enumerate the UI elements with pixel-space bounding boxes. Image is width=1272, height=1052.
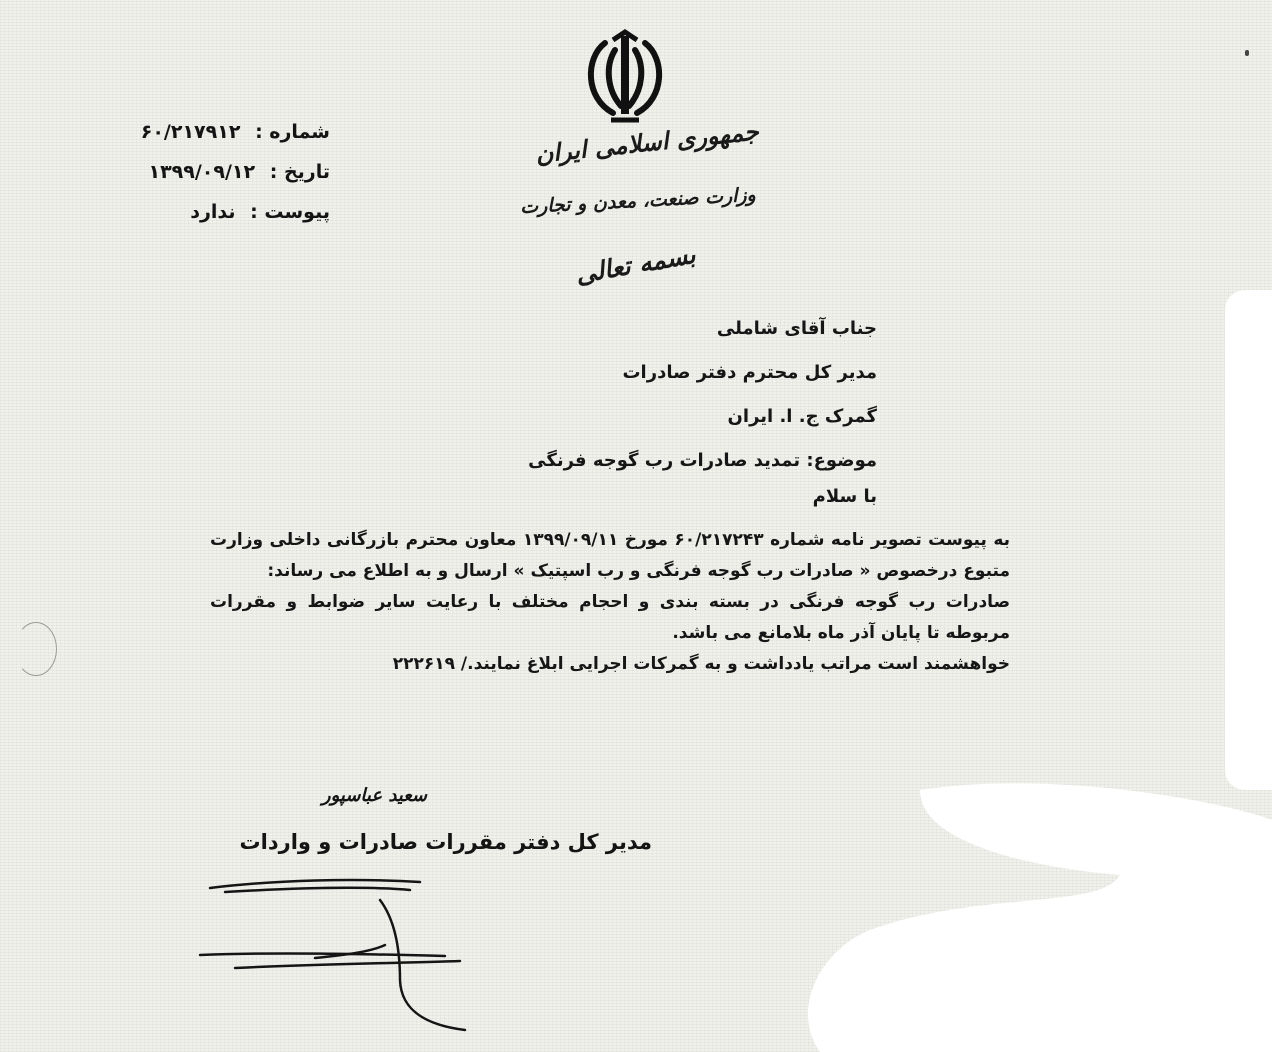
recipient-org: گمرک ج. ا. ایران (727, 406, 877, 427)
punch-hole-mark (15, 622, 57, 676)
signer-name: سعید عباسپور (321, 785, 427, 806)
recipient-name: جناب آقای شاملی (716, 318, 877, 339)
besmeh-heading: بسمه تعالی (573, 239, 698, 290)
attachment-label: پیوست : (250, 201, 330, 223)
number-value: ۶۰/۲۱۷۹۱۲ (140, 121, 241, 143)
letter-body (210, 525, 1010, 680)
signer-title: مدیر کل دفتر مقررات صادرات و واردات (239, 830, 652, 854)
body-paragraph-1: به پیوست تصویر نامه شماره ۶۰/۲۱۷۲۴۳ مورخ ۱۳۹۹/۰۹/۱۱ معاون محترم بازرگانی داخلی وزارت متبوع درخصوص « صادرات رب گوجه فرنگی و رب اسپتیک » ارسال و به اطلاع می رساند: (210, 530, 1011, 581)
attachment-row (100, 192, 330, 232)
republic-title: جمهوری اسلامی ایران (534, 116, 761, 169)
greeting: با سلام (812, 486, 877, 507)
number-label: شماره : (255, 121, 330, 143)
date-value: ۱۳۹۹/۰۹/۱۲ (148, 161, 256, 183)
subject-line: موضوع: تمدید صادرات رب گوجه فرنگی (528, 450, 877, 471)
ink-dot (1245, 50, 1249, 56)
redaction-strip (1225, 290, 1272, 790)
date-row (100, 152, 330, 192)
redaction-mark (800, 780, 1272, 1052)
letter-metadata (100, 112, 330, 232)
body-paragraph-3: خواهشمند است مراتب یادداشت و به گمرکات اجرایی ابلاغ نمایند./ ۲۲۲۶۱۹ (392, 654, 1010, 674)
attachment-value: ندارد (190, 201, 236, 223)
recipient-title: مدیر کل محترم دفتر صادرات (622, 362, 877, 383)
ministry-title: وزارت صنعت، معدن و تجارت (519, 183, 757, 219)
number-row (100, 112, 330, 152)
handwritten-signature (195, 860, 575, 1040)
body-paragraph-2: صادرات رب گوجه فرنگی در بسته بندی و احجام مختلف با رعایت سایر ضوابط و مقررات مربوطه تا پایان آذر ماه بلامانع می باشد. (210, 592, 1010, 643)
iran-emblem-icon (575, 28, 675, 128)
date-label: تاریخ : (269, 161, 330, 183)
